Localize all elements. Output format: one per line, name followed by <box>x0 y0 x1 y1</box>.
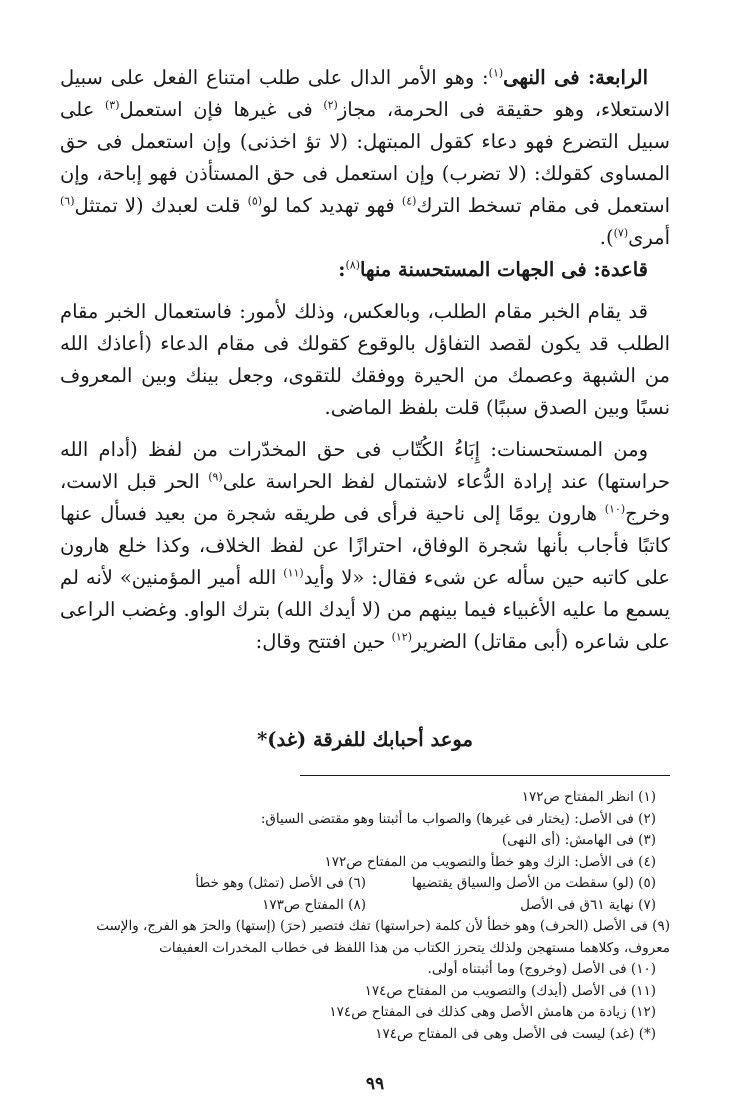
footnote: (٤) فى الأصل: الزك وهو خطأ والتصويب من المفتاح ص١٧٢ <box>324 853 656 870</box>
footnote: (٢) فى الأصل: (يختار فى غيرها) والصواب ما أثبتنا وهو مقتضى السياق: <box>260 810 656 827</box>
section-heading: الرابعة: فى النهى <box>503 66 648 89</box>
main-text <box>60 62 670 658</box>
page-number: ٩٩ <box>365 1074 385 1094</box>
footnote-ref: (١٢) <box>391 630 412 644</box>
footnote: (٧) نهاية ٦١ق فى الأصل <box>520 896 656 913</box>
footnote-ref: (١٠) <box>604 502 626 516</box>
footnote-ref: (٢) <box>323 98 338 112</box>
footnote-pair <box>60 895 670 917</box>
footnote: (٩) فى الأصل (الحرف) وهو خطأ لأن كلمة (حراستها) تفك فتصير (حرَ) (إستها) والحرَ هو الفرج، والإست معروف، وكلاهما مستهجن ولذلك يتحرز الكتاب من هذا اللفظ فى خطاب المخدرات العفيفات <box>96 918 670 956</box>
footnote: (٣) فى الهامش: (أى النهى) <box>501 832 656 848</box>
paragraph-qaida: قاعدة: فى الجهات المستحسنة منها$^{(٨)}$: <box>338 258 648 281</box>
footnote-ref: (٧) <box>613 226 629 240</box>
footnote-ref: (٥) <box>247 194 263 208</box>
footnote: (٦) فى الأصل (تمثل) وهو خطأ <box>195 875 366 891</box>
footnote-ref: (٩) <box>208 470 223 484</box>
footnote-pair <box>60 873 670 895</box>
paragraph-khabar: قد يقام الخبر مقام الطلب، وبالعكس، وذلك لأمور: فاستعمال الخبر مقام الطلب قد يكون لقصد التفاؤل بالوقوع كقولك فى مقام الدعاء (أعاذك الله من الشبهة وعصمك من الحيرة ووفقك للتقوى، وجعل بينك وبين المعروف نسبًا وبين الصدق سببًا) قلت بلفظ الماضى. <box>60 300 670 419</box>
footnote: (١٠) فى الأصل (وخروج) وما أثبتناه أولى. <box>427 961 656 977</box>
footnote: (١١) فى الأصل (أيدك) والتصويب من المفتاح ص١٧٤ <box>364 982 656 999</box>
footnote-ref: (١١) <box>283 566 304 580</box>
footnote-ref: (١) <box>488 66 504 80</box>
footnote: (١) انظر المفتاح ص١٧٢ <box>521 789 656 805</box>
footnote-ref: (٦) <box>60 194 75 208</box>
footnotes <box>60 787 670 1045</box>
rule-heading: قاعدة: فى الجهات المستحسنة منها <box>359 258 648 281</box>
footnote-ref: (٤) <box>401 194 417 208</box>
paragraph-mustahsanat: ومن المستحسنات: إِبَاءُ الكُتّاب فى حق المخدّرات من لفظ (أدام الله حراستها) عند إرادة الدُّعاء لاشتمال لفظ الحراسة على$^{(٩)}$ الحر قبل الاست، وخرج$^{(١٠)}$ هارون يومًا إلى ناحية فرأى فى طريقه شجرة من بعيد فسأل عنها كاتبًا فأجاب بأنها شجرة الوفاق، احترازًا عن لفظ الخلاف، وكذا خلع هارون على كاتبه حين سأله عن شىء فقال: «لا وأيد$^{(١١)}$ الله أمير المؤمنين» لأنه لم يسمع ما عليه الأغبياء فيما بينهم من (لا أيدك الله) بترك الواو. وغضب الراعى على شاعره (أبى مقاتل) الضرير$^{(١٢)}$ حين افتتح وقال: <box>60 438 670 653</box>
footnote-ref: (٣) <box>104 98 120 112</box>
footnote: (١٢) زيادة من هامش الأصل وهى كذلك فى المفتاح ص١٧٤ <box>329 1004 656 1020</box>
footnote: (*) (غد) ليست فى الأصل وهى فى المفتاح ص١٧٤ <box>375 1025 656 1042</box>
footnote: (٥) (لو) سقطت من الأصل والسياق يقتضيها <box>411 875 656 891</box>
verse-line: موعد أحبابك للفرقة (غد)* <box>257 728 473 751</box>
paragraph-nahy: الرابعة: فى النهى$^{(١)}$: وهو الأمر الدال على طلب امتناع الفعل على سبيل الاستعلاء، وهو حقيقة فى الحرمة، مجاز$^{(٢)}$ فى غيرها فإن استعمل$^{(٣)}$ على سبيل التضرع فهو دعاء كقول المبتهل: (لا تؤ اخذنى) وإن استعمل فى حق المساوى كقولك: (لا تضرب) وإن استعمل فى حق المستأذن فهو إباحة، وإن استعمل فى مقام تسخط الترك$^{(٤)}$ فهو تهديد كما لو$^{(٥)}$ قلت لعبدك (لا تمتثل$^{(٦)}$ أمرى$^{(٧)}$). <box>60 66 671 249</box>
footnote-divider <box>300 775 670 776</box>
footnote-ref: (٨) <box>345 258 360 272</box>
footnote: (٨) المفتاح ص١٧٣ <box>262 896 366 913</box>
